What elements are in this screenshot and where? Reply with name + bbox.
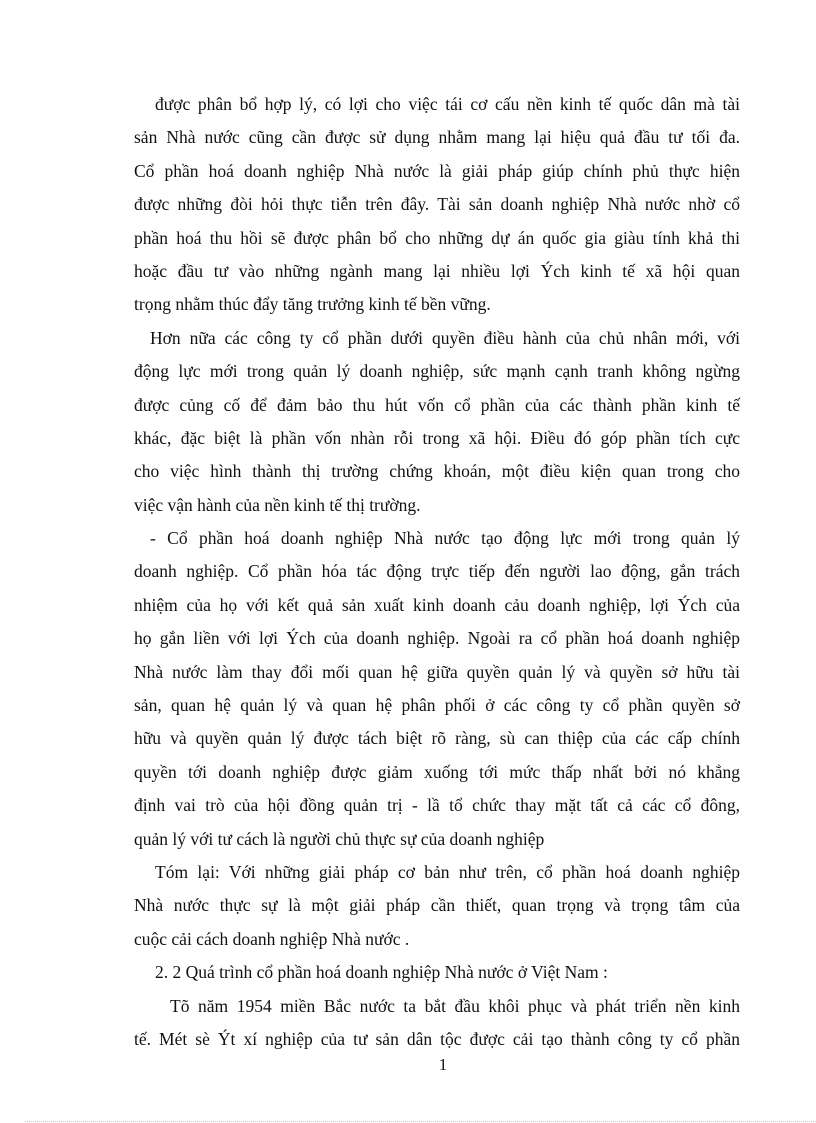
text-line: quyền tới doanh nghiệp được giảm xuống tới mức thấp nhất bởi nó khẳng [134,761,740,782]
text-line: sản, quan hệ quản lý và quan hệ phân phối ở các công ty cổ phần quyền sở [134,695,740,716]
text-line: Cổ phần hoá doanh nghiệp Nhà nước là giải pháp giúp chính phủ thực hiện [134,160,740,181]
paragraph-history [134,990,740,1057]
heading-text: 2. 2 Quá trình cổ phần hoá doanh nghiệp Nhà nước ở Việt Nam : [155,962,608,983]
paragraph-summary [134,856,740,956]
text-line: quản lý với tư cách là người chủ thực sự của doanh nghiệp [134,828,545,849]
text-line: - Cổ phần hoá doanh nghiệp Nhà nước tạo động lực mới trong quản lý [150,528,740,549]
text-line: tế. Mét sè Ýt xí nghiệp của tư sản dân tộc được cải tạo thành công ty cổ phần [134,1028,740,1049]
page-number: 1 [438,1055,448,1074]
text-line: được củng cố để đảm bảo thu hút vốn cổ phần của các thành phần kinh tế [134,394,740,415]
paragraph-3 [134,522,740,856]
text-line: cuộc cải cách doanh nghiệp Nhà nước . [134,928,410,949]
page-divider [25,1121,816,1122]
text-line: hữu và quyền quản lý được tách biệt rõ ràng, sù can thiệp của các cấp chính [134,728,740,749]
text-line: động lực mới trong quản lý doanh nghiệp, sức mạnh cạnh tranh không ngừng [134,361,740,382]
text-line: khác, đặc biệt là phần vốn nhàn rỗi trong xã hội. Điều đó góp phần tích cực [134,427,740,448]
document-body [134,88,740,1056]
text-line: phần hoá thu hồi sẽ được phân bổ cho những dự án quốc gia giàu tính khả thi [134,227,740,248]
text-line: trọng nhằm thúc đẩy tăng trưởng kinh tế bền vững. [134,294,491,315]
text-line: Hơn nữa các công ty cổ phần dưới quyền điều hành của chủ nhân mới, với [150,327,740,348]
text-line: nhiệm của họ với kết quả sản xuất kinh doanh cảu doanh nghiệp, lợi Ých của [134,594,740,615]
text-line: cho việc hình thành thị trường chứng khoán, một điều kiện quan trong cho [134,461,740,482]
text-line: định vai trò của hội đồng quản trị - lầ tổ chức thay mặt tất cả các cổ đông, [134,795,740,816]
section-heading [134,956,740,989]
text-line: Tõ năm 1954 miền Bắc nước ta bắt đầu khôi phục và phát triển nền kinh [170,995,740,1016]
text-line: việc vận hành của nền kinh tế thị trường. [134,494,421,515]
text-line: hoặc đầu tư vào những ngành mang lại nhiều lợi Ých kinh tế xã hội quan [134,260,740,281]
text-line: Nhà nước thực sự là một giải pháp cần thiết, quan trọng và trọng tâm của [134,895,740,916]
paragraph-2 [134,322,740,522]
paragraph-1 [134,88,740,322]
text-line: doanh nghiệp. Cổ phần hóa tác động trực tiếp đến người lao động, gắn trách [134,561,740,582]
text-line: Tóm lại: Với những giải pháp cơ bản như trên, cổ phần hoá doanh nghiệp [155,861,740,882]
text-line: họ gắn liền với lợi Ých của doanh nghiệp. Ngoài ra cổ phần hoá doanh nghiệp [134,628,740,649]
text-line: được phân bổ hợp lý, có lợi cho việc tái cơ cấu nền kinh tế quốc dân mà tài [155,94,740,114]
text-line: sản Nhà nước cũng cần được sử dụng nhằm mang lại hiệu quả đầu tư tối đa. [134,127,740,148]
text-line: được những đòi hỏi thực tiễn trên đây. Tài sản doanh nghiệp Nhà nước nhờ cổ [134,194,740,215]
text-line: Nhà nước làm thay đổi mối quan hệ giữa quyền quản lý và quyền sở hữu tài [134,661,740,682]
